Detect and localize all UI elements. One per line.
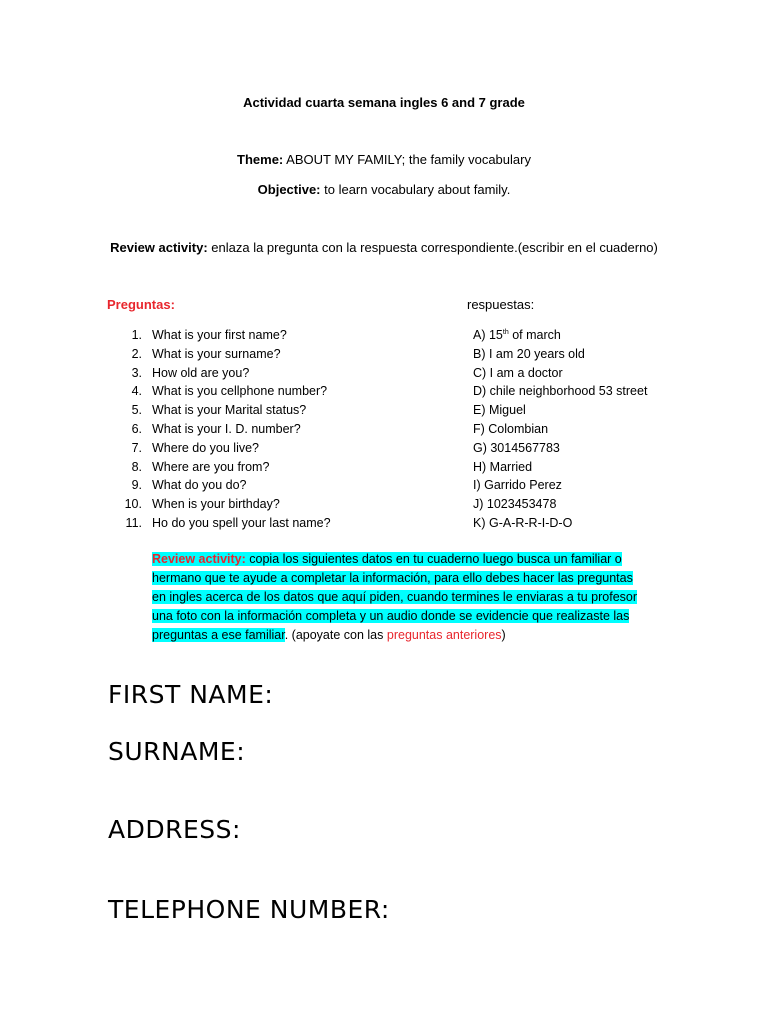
answer-item: B) I am 20 years old <box>473 346 585 361</box>
answer-a-superscript: th <box>502 329 509 336</box>
question-item <box>110 495 450 514</box>
answer-item: J) 1023453478 <box>473 497 557 512</box>
question-text: What is your first name? <box>152 328 287 342</box>
answers-list <box>473 326 733 533</box>
document-title: Actividad cuarta semana ingles 6 and 7 grade <box>243 95 525 110</box>
question-text: What do you do? <box>152 478 247 493</box>
answer-a-prefix: A) 15 <box>473 328 503 342</box>
question-number: 7. <box>131 440 142 455</box>
question-text: What is you cellphone number? <box>152 384 328 399</box>
answer-item: D) chile neighborhood 53 street <box>473 384 648 399</box>
review2-plain-text: . (apoyate con las <box>284 628 387 642</box>
question-number: 2. <box>131 346 142 361</box>
review2-red-text: preguntas anteriores <box>386 628 502 642</box>
questions-heading: Preguntas: <box>107 297 175 312</box>
objective-line <box>0 182 768 197</box>
answers-heading: respuestas: <box>467 297 535 312</box>
question-item <box>110 364 450 383</box>
questions-list <box>110 326 450 533</box>
question-item <box>110 439 450 458</box>
question-number: 1. <box>131 328 142 342</box>
review2-highlighted-text: copia los siguientes datos en tu cuaderno luego busca un familiar o hermano que te ayude a completar la información, para ello debes hacer las preguntas en ingles acerca de los datos que aquí piden, cuando termines le enviaras a tu profesor una foto con la información completa y un audio donde se evidencie que realizaste las preguntas a ese familiar <box>152 552 638 642</box>
answer-item: K) G-A-R-R-I-D-O <box>473 515 573 530</box>
question-text: When is your birthday? <box>152 497 280 512</box>
question-item <box>110 420 450 439</box>
question-item <box>110 458 450 477</box>
question-number: 6. <box>131 421 142 436</box>
question-text: What is your surname? <box>152 346 281 361</box>
review-text: enlaza la pregunta con la respuesta correspondiente.(escribir en el cuaderno) <box>207 240 658 255</box>
question-item <box>110 514 450 533</box>
theme-line <box>0 152 768 167</box>
review-label: Review activity: <box>110 240 208 255</box>
question-item <box>110 401 450 420</box>
objective-text: to learn vocabulary about family. <box>320 182 511 197</box>
answer-item: H) Married <box>473 459 533 474</box>
review2-label: Review activity: <box>152 552 246 566</box>
surname-field-label: SURNAME: <box>108 737 246 766</box>
question-number: 4. <box>131 384 142 399</box>
first-name-field-label: FIRST NAME: <box>108 680 274 709</box>
question-text: Ho do you spell your last name? <box>152 515 331 530</box>
answer-item <box>473 326 733 345</box>
question-number: 9. <box>131 478 142 493</box>
theme-label: Theme: <box>237 152 284 167</box>
question-number: 10. <box>124 497 142 512</box>
review2-end-text: ) <box>501 628 506 642</box>
question-item <box>110 382 450 401</box>
question-number: 5. <box>131 403 142 418</box>
question-number: 11. <box>125 515 142 530</box>
question-item <box>110 476 450 495</box>
question-text: What is your I. D. number? <box>152 421 301 436</box>
answer-item: F) Colombian <box>473 421 549 436</box>
theme-text: ABOUT MY FAMILY; the family vocabulary <box>283 152 531 167</box>
answer-item: C) I am a doctor <box>473 365 563 380</box>
answer-item: I) Garrido Perez <box>473 478 562 493</box>
question-item <box>110 345 450 364</box>
telephone-field-label: TELEPHONE NUMBER: <box>108 895 390 924</box>
question-item <box>110 326 450 345</box>
question-text: Where do you live? <box>152 440 260 455</box>
answer-item: E) Miguel <box>473 403 526 418</box>
question-number: 3. <box>131 365 142 380</box>
question-text: How old are you? <box>152 365 250 380</box>
question-number: 8. <box>131 459 142 474</box>
review-activity-line <box>0 240 768 255</box>
question-text: Where are you from? <box>152 459 270 474</box>
question-text: What is your Marital status? <box>152 403 307 418</box>
answer-a-suffix: of march <box>508 328 561 342</box>
address-field-label: ADDRESS: <box>108 815 241 844</box>
review-activity-paragraph <box>152 550 642 645</box>
answer-item: G) 3014567783 <box>473 440 560 455</box>
objective-label: Objective: <box>257 182 321 197</box>
